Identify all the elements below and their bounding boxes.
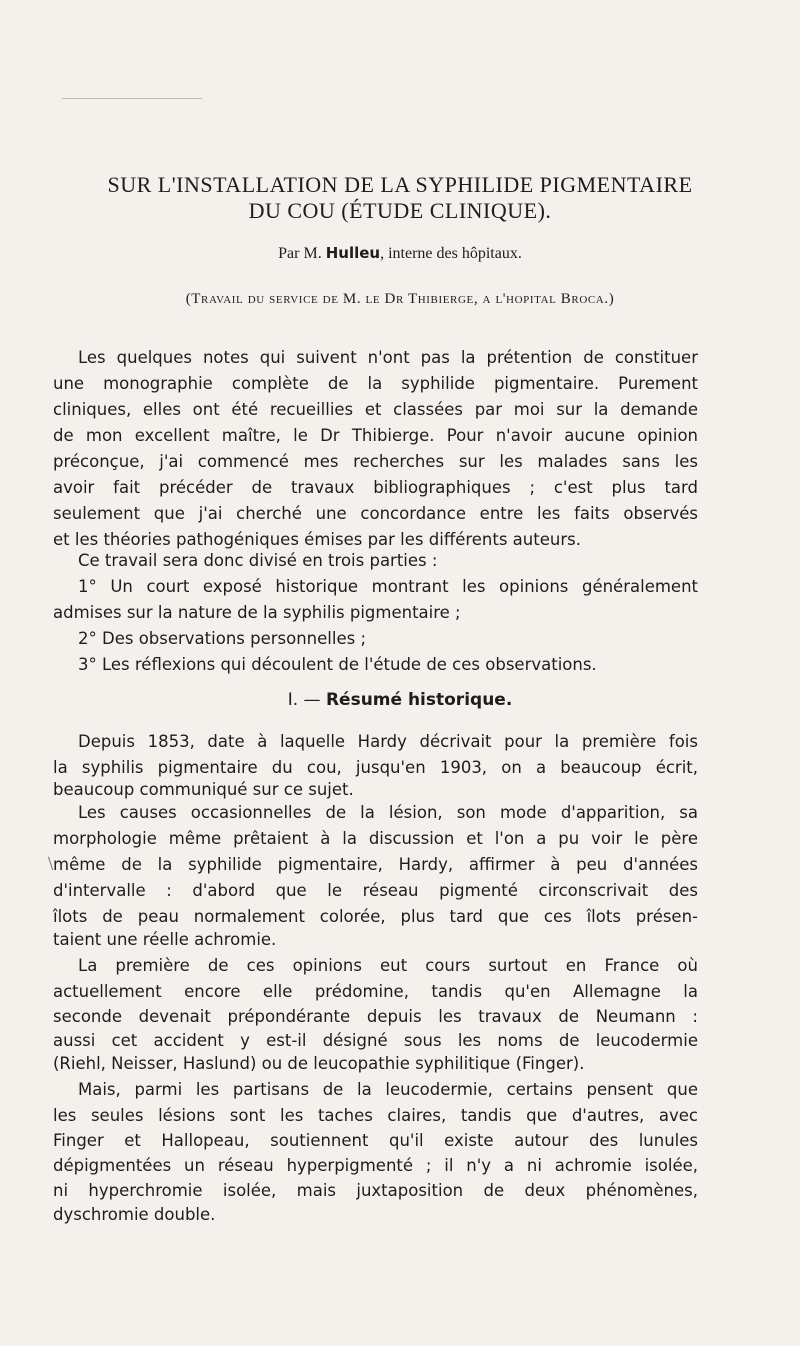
text-line: Ce travail sera donc divisé en trois parties : [78,551,438,570]
byline-prefix: Par M. [278,245,322,262]
text-line: Les causes occasionnelles de la lésion, son mode d'apparition, sa [78,803,698,822]
text-line: La première de ces opinions eut cours surtout en France où [78,956,698,975]
text-line: Les quelques notes qui suivent n'ont pas la prétention de constituer [78,348,698,367]
text-line: avoir fait précéder de travaux bibliographiques ; c'est plus tard [53,478,698,497]
text-line: Depuis 1853, date à laquelle Hardy décrivait pour la première fois [78,732,698,751]
section-number: I. — [287,690,321,710]
text-line: morphologie même prêtaient à la discussion et l'on a pu voir le père [53,829,698,848]
text-line: de mon excellent maître, le Dr Thibierge. Pour n'avoir aucune opinion [53,426,698,445]
text-line: dyschromie double. [53,1205,216,1224]
section-title: Résumé historique. [325,690,513,710]
text-line: (Riehl, Neisser, Haslund) ou de leucopathie syphilitique (Finger). [53,1054,585,1073]
text-line: aussi cet accident y est-il désigné sous les noms de leucodermie [53,1031,698,1050]
affiliation: (Travail du service de M. le Dr Thibierge, a l'hopital Broca.) [185,291,615,307]
byline-suffix: , interne des hôpitaux. [380,245,522,262]
text-line: cliniques, elles ont été recueillies et classées par moi sur la demande [53,400,698,419]
text-line: Mais, parmi les partisans de la leucodermie, certains pensent que [78,1080,698,1099]
text-line: 2° Des observations personnelles ; [78,629,367,648]
text-line: et les théories pathogéniques émises par les différents auteurs. [53,530,581,549]
text-line: même de la syphilide pigmentaire, Hardy, affirmer à peu d'années [53,855,698,874]
article-title-line-1: SUR L'INSTALLATION DE LA SYPHILIDE PIGMENTAIRE [107,172,693,197]
text-line: une monographie complète de la syphilide pigmentaire. Purement [53,374,698,393]
text-line: îlots de peau normalement colorée, plus tard que ces îlots présen- [53,907,698,926]
text-line: la syphilis pigmentaire du cou, jusqu'en 1903, on a beaucoup écrit, [53,758,698,777]
text-line: Finger et Hallopeau, soutiennent qu'il existe autour des lunules [53,1131,698,1150]
text-line: dépigmentées un réseau hyperpigmenté ; il n'y a ni achromie isolée, [53,1156,698,1175]
text-line: admises sur la nature de la syphilis pigmentaire ; [53,603,461,622]
text-line: ni hyperchromie isolée, mais juxtaposition de deux phénomènes, [53,1181,698,1200]
text-line: taient une réelle achromie. [53,930,277,949]
text-line: 1° Un court exposé historique montrant les opinions généralement [78,577,698,596]
article-title-line-2: DU COU (ÉTUDE CLINIQUE). [248,198,552,223]
text-line: actuellement encore elle prédomine, tandis qu'en Allemagne la [53,982,698,1001]
text-line: les seules lésions sont les taches claires, tandis que d'autres, avec [53,1106,698,1125]
byline [50,244,750,263]
text-line: préconçue, j'ai commencé mes recherches sur les malades sans les [53,452,698,471]
text-line: seconde devenait prépondérante depuis les travaux de Neumann : [53,1007,698,1026]
text-line: d'intervalle : d'abord que le réseau pigmenté circonscrivait des [53,881,698,900]
text-line: beaucoup communiqué sur ce sujet. [53,780,354,799]
text-line: 3° Les réflexions qui découlent de l'étude de ces observations. [78,655,597,674]
text-line: seulement que j'ai cherché une concordance entre les faits observés [53,504,698,523]
top-rule [62,98,202,99]
author-name: Hulleu [325,244,381,262]
section-heading [50,690,750,710]
